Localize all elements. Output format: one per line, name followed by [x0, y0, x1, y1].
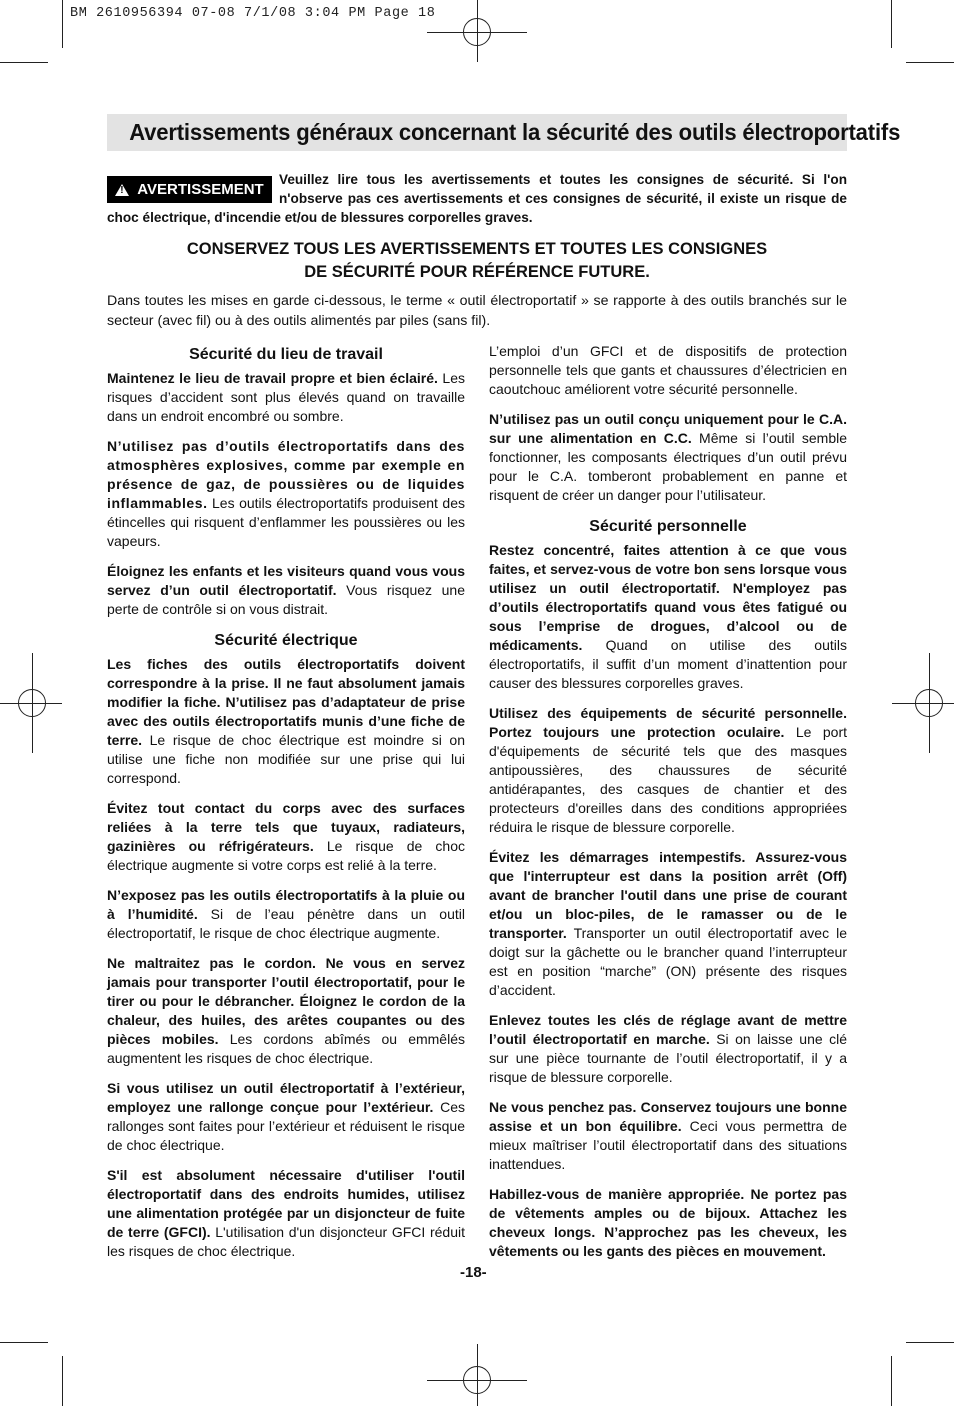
paragraph-lead: Enlevez toutes les clés de réglage avant de mettre l’outil électroportatif en marche.: [489, 1012, 847, 1047]
paragraph-lead: Les fiches des outils électroportatifs doivent correspondre à la prise. Il ne faut absolument jamais modifier la fiche. N’utilisez pas d’adaptateur de prise avec des outils électroportatifs munis d’une fiche de terre.: [107, 656, 465, 748]
registration-mark-icon: [929, 653, 930, 753]
section-heading-personal: Sécurité personnelle: [589, 518, 747, 535]
right-column: [489, 342, 847, 1272]
page-number: -18-: [460, 1264, 487, 1281]
paragraph-lead: Évitez tout contact du corps avec des surfaces reliées à la terre tels que tuyaux, radiateurs, gazinières ou réfrigérateurs.: [107, 800, 465, 854]
paragraph-body: Si de l’eau pénètre dans un outil électroportatif, le risque de choc électrique augmente.: [107, 906, 465, 941]
crop-mark: [891, 0, 892, 48]
warning-badge-label: AVERTISSEMENT: [137, 181, 264, 198]
paragraph-lead: N’exposez pas les outils électroportatifs à la pluie ou à l’humidité.: [107, 887, 465, 922]
paragraph: [107, 369, 465, 426]
paragraph: L’emploi d’un GFCI et de dispositifs de protection personnelle tels que gants et chaussures d’électricien en caoutchouc améliorent votre sécurité personnelle.: [489, 343, 847, 397]
paragraph-lead: Si vous utilisez un outil électroportatif à l’extérieur, employez une rallonge conçue pour l’extérieur.: [107, 1080, 465, 1115]
paragraph: [107, 799, 465, 875]
paragraph-lead: N’utilisez pas un outil conçu uniquement pour le C.A. sur une alimentation en C.C.: [489, 411, 847, 446]
paragraph-body: L'utilisation d'un disjoncteur GFCI réduit les risques de choc électrique.: [107, 1224, 466, 1259]
paragraph: [489, 410, 847, 505]
paragraph: [489, 704, 847, 837]
crop-mark: [906, 62, 954, 63]
conserve-line-2: DE SÉCURITÉ POUR RÉFÉRENCE FUTURE.: [304, 263, 650, 281]
paragraph-body: Le port d'équipements de sécurité tels que des masques antipoussières, des chaussures de sécurité antidérapantes, des casques de chantier et des protecteurs d'oreilles dans des conditions appropriées réduira le risque de blessure corporelle.: [489, 724, 848, 835]
warning-text: Veuillez lire tous les avertissements et toutes les consignes de sécurité. Si l'on n'observe pas ces avertissements et ces consignes de sécurité, il existe un risque de choc électrique, d'incendie et/ou de blessures corporelles graves.: [107, 172, 847, 225]
paragraph-body: Transporter un outil électroportatif avec le doigt sur la gâchette ou le brancher quand l’interrupteur est en position “marche” (ON) présente des risques d’accident.: [489, 925, 847, 998]
paragraph: [489, 1098, 847, 1174]
paragraph-body: Si on laisse une clé sur une pièce tournante de l’outil électroportatif, il y a risque de blessure corporelle.: [489, 1031, 847, 1085]
paragraph: [107, 1166, 465, 1261]
crop-mark: [891, 1356, 892, 1406]
registration-mark-icon: [0, 703, 62, 704]
paragraph: [489, 1011, 847, 1087]
paragraph-body: Quand on utilise des outils électroportatifs, il suffit d’un moment d’inattention pour causer des blessures corporelles graves.: [489, 637, 847, 691]
left-column: [107, 344, 465, 1272]
paragraph-lead: Restez concentré, faites attention à ce que vous faites, et servez-vous de votre bon sens lorsque vous utilisez un outil électroportatif. N'employez pas d’outils électroportatifs quand vous êtes fatigué ou sous l’emprise de drogues, d’alcool ou de médicaments.: [489, 542, 847, 653]
section-heading-work-area: Sécurité du lieu de travail: [189, 346, 383, 363]
paragraph-body: Les outils électroportatifs produisent des étincelles qui risquent d’enflammer les poussières ou les vapeurs.: [107, 495, 465, 549]
registration-mark-icon: [477, 0, 478, 62]
paragraph-lead: Évitez les démarrages intempestifs. Assurez-vous que l'interrupteur est dans la position arrêt (Off) avant de brancher l'outil dans une prise de courant et/ou un bloc-piles, de le ramasser ou de le transporter.: [489, 849, 847, 941]
crop-mark: [0, 1342, 48, 1343]
paragraph: [107, 655, 465, 788]
page-title: Avertissements généraux concernant la sécurité des outils électroportatifs: [129, 119, 901, 145]
conserve-line-1: CONSERVEZ TOUS LES AVERTISSEMENTS ET TOUTES LES CONSIGNES: [186, 240, 768, 258]
paragraph-lead: Utilisez des équipements de sécurité personnelle. Portez toujours une protection oculaire.: [489, 705, 847, 740]
print-slug: BM 2610956394 07-08 7/1/08 3:04 PM Page 18: [70, 6, 436, 21]
conserve-heading: [107, 238, 847, 284]
paragraph-lead: Maintenez le lieu de travail propre et bien éclairé.: [107, 370, 438, 386]
registration-mark-icon: [477, 1344, 478, 1406]
paragraph: [107, 886, 465, 943]
crop-mark: [906, 1342, 954, 1343]
paragraph-body: Même si l’outil semble fonctionner, les composants électriques d’un outil prévu pour le C.A. tomberont probablement en panne et risquent de créer un danger pour l’utilisateur.: [489, 430, 847, 503]
registration-mark-icon: [32, 653, 33, 753]
paragraph: [107, 437, 465, 551]
paragraph: [107, 562, 465, 619]
paragraph-body: Les cordons abîmés ou emmêlés augmentent les risques de choc électrique.: [107, 1031, 465, 1066]
crop-mark: [0, 62, 48, 63]
warning-triangle-icon: [115, 184, 129, 196]
paragraph: [489, 541, 847, 693]
paragraph-lead: Ne maltraitez pas le cordon. Ne vous en servez jamais pour transporter l’outil électroportatif, pour le tirer ou pour le débrancher. Éloignez le cordon de la chaleur, des huiles, des arêtes coupantes ou des pièces mobiles.: [107, 955, 465, 1047]
crop-mark: [62, 1356, 63, 1406]
paragraph-body: Le risque de choc électrique augmente si votre corps est relié à la terre.: [107, 838, 466, 873]
crop-mark: [62, 0, 63, 48]
paragraph-lead: Éloignez les enfants et les visiteurs quand vous vous servez d’un outil électroportatif.: [107, 563, 465, 598]
preface-paragraph: Dans toutes les mises en garde ci-dessous, le terme « outil électroportatif » se rapporte à des outils branchés sur le secteur (avec fil) ou à des outils alimentés par piles (sans fil).: [107, 293, 847, 329]
paragraph-lead: N’utilisez pas d’outils électroportatifs dans des atmosphères explosives, comme par exemple en présence de gaz, de poussières ou de liquides inflammables.: [107, 438, 465, 511]
paragraph-lead: Ne vous penchez pas. Conservez toujours une bonne assise et un bon équilibre.: [489, 1099, 847, 1134]
paragraph-body: Le risque de choc électrique est moindre si on utilise une fiche non modifiée sur une prise qui lui correspond.: [107, 732, 465, 786]
section-heading-electrical: Sécurité électrique: [214, 632, 358, 649]
warning-badge: [107, 176, 272, 203]
paragraph-body: Ceci vous permettra de mieux maîtriser l’outil électroportatif dans des situations inattendues.: [489, 1118, 847, 1172]
paragraph-body: Les risques d’accident sont plus élevés quand on travaille dans un endroit encombré ou sombre.: [107, 370, 465, 424]
registration-mark-icon: [892, 703, 954, 704]
paragraph: [107, 954, 465, 1068]
paragraph-lead: Habillez-vous de manière appropriée. Ne portez pas de vêtements amples ou de bijoux. Attachez les cheveux longs. N’approchez pas les cheveux, les vêtements ou les gants des pièces en mouvement.: [489, 1186, 847, 1259]
paragraph: [489, 848, 847, 1000]
paragraph-body: Ces rallonges sont faites pour l’extérieur et réduisent le risque de choc électrique.: [107, 1099, 465, 1153]
title-band: [107, 114, 901, 151]
paragraph: [107, 1079, 465, 1155]
paragraph: [489, 1185, 847, 1261]
paragraph-body: Vous risquez une perte de contrôle si on vous distrait.: [107, 582, 465, 617]
paragraph-lead: S'il est absolument nécessaire d'utiliser l'outil électroportatif dans des endroits humides, utilisez une alimentation protégée par un disjoncteur de fuite de terre (GFCI).: [107, 1167, 465, 1240]
